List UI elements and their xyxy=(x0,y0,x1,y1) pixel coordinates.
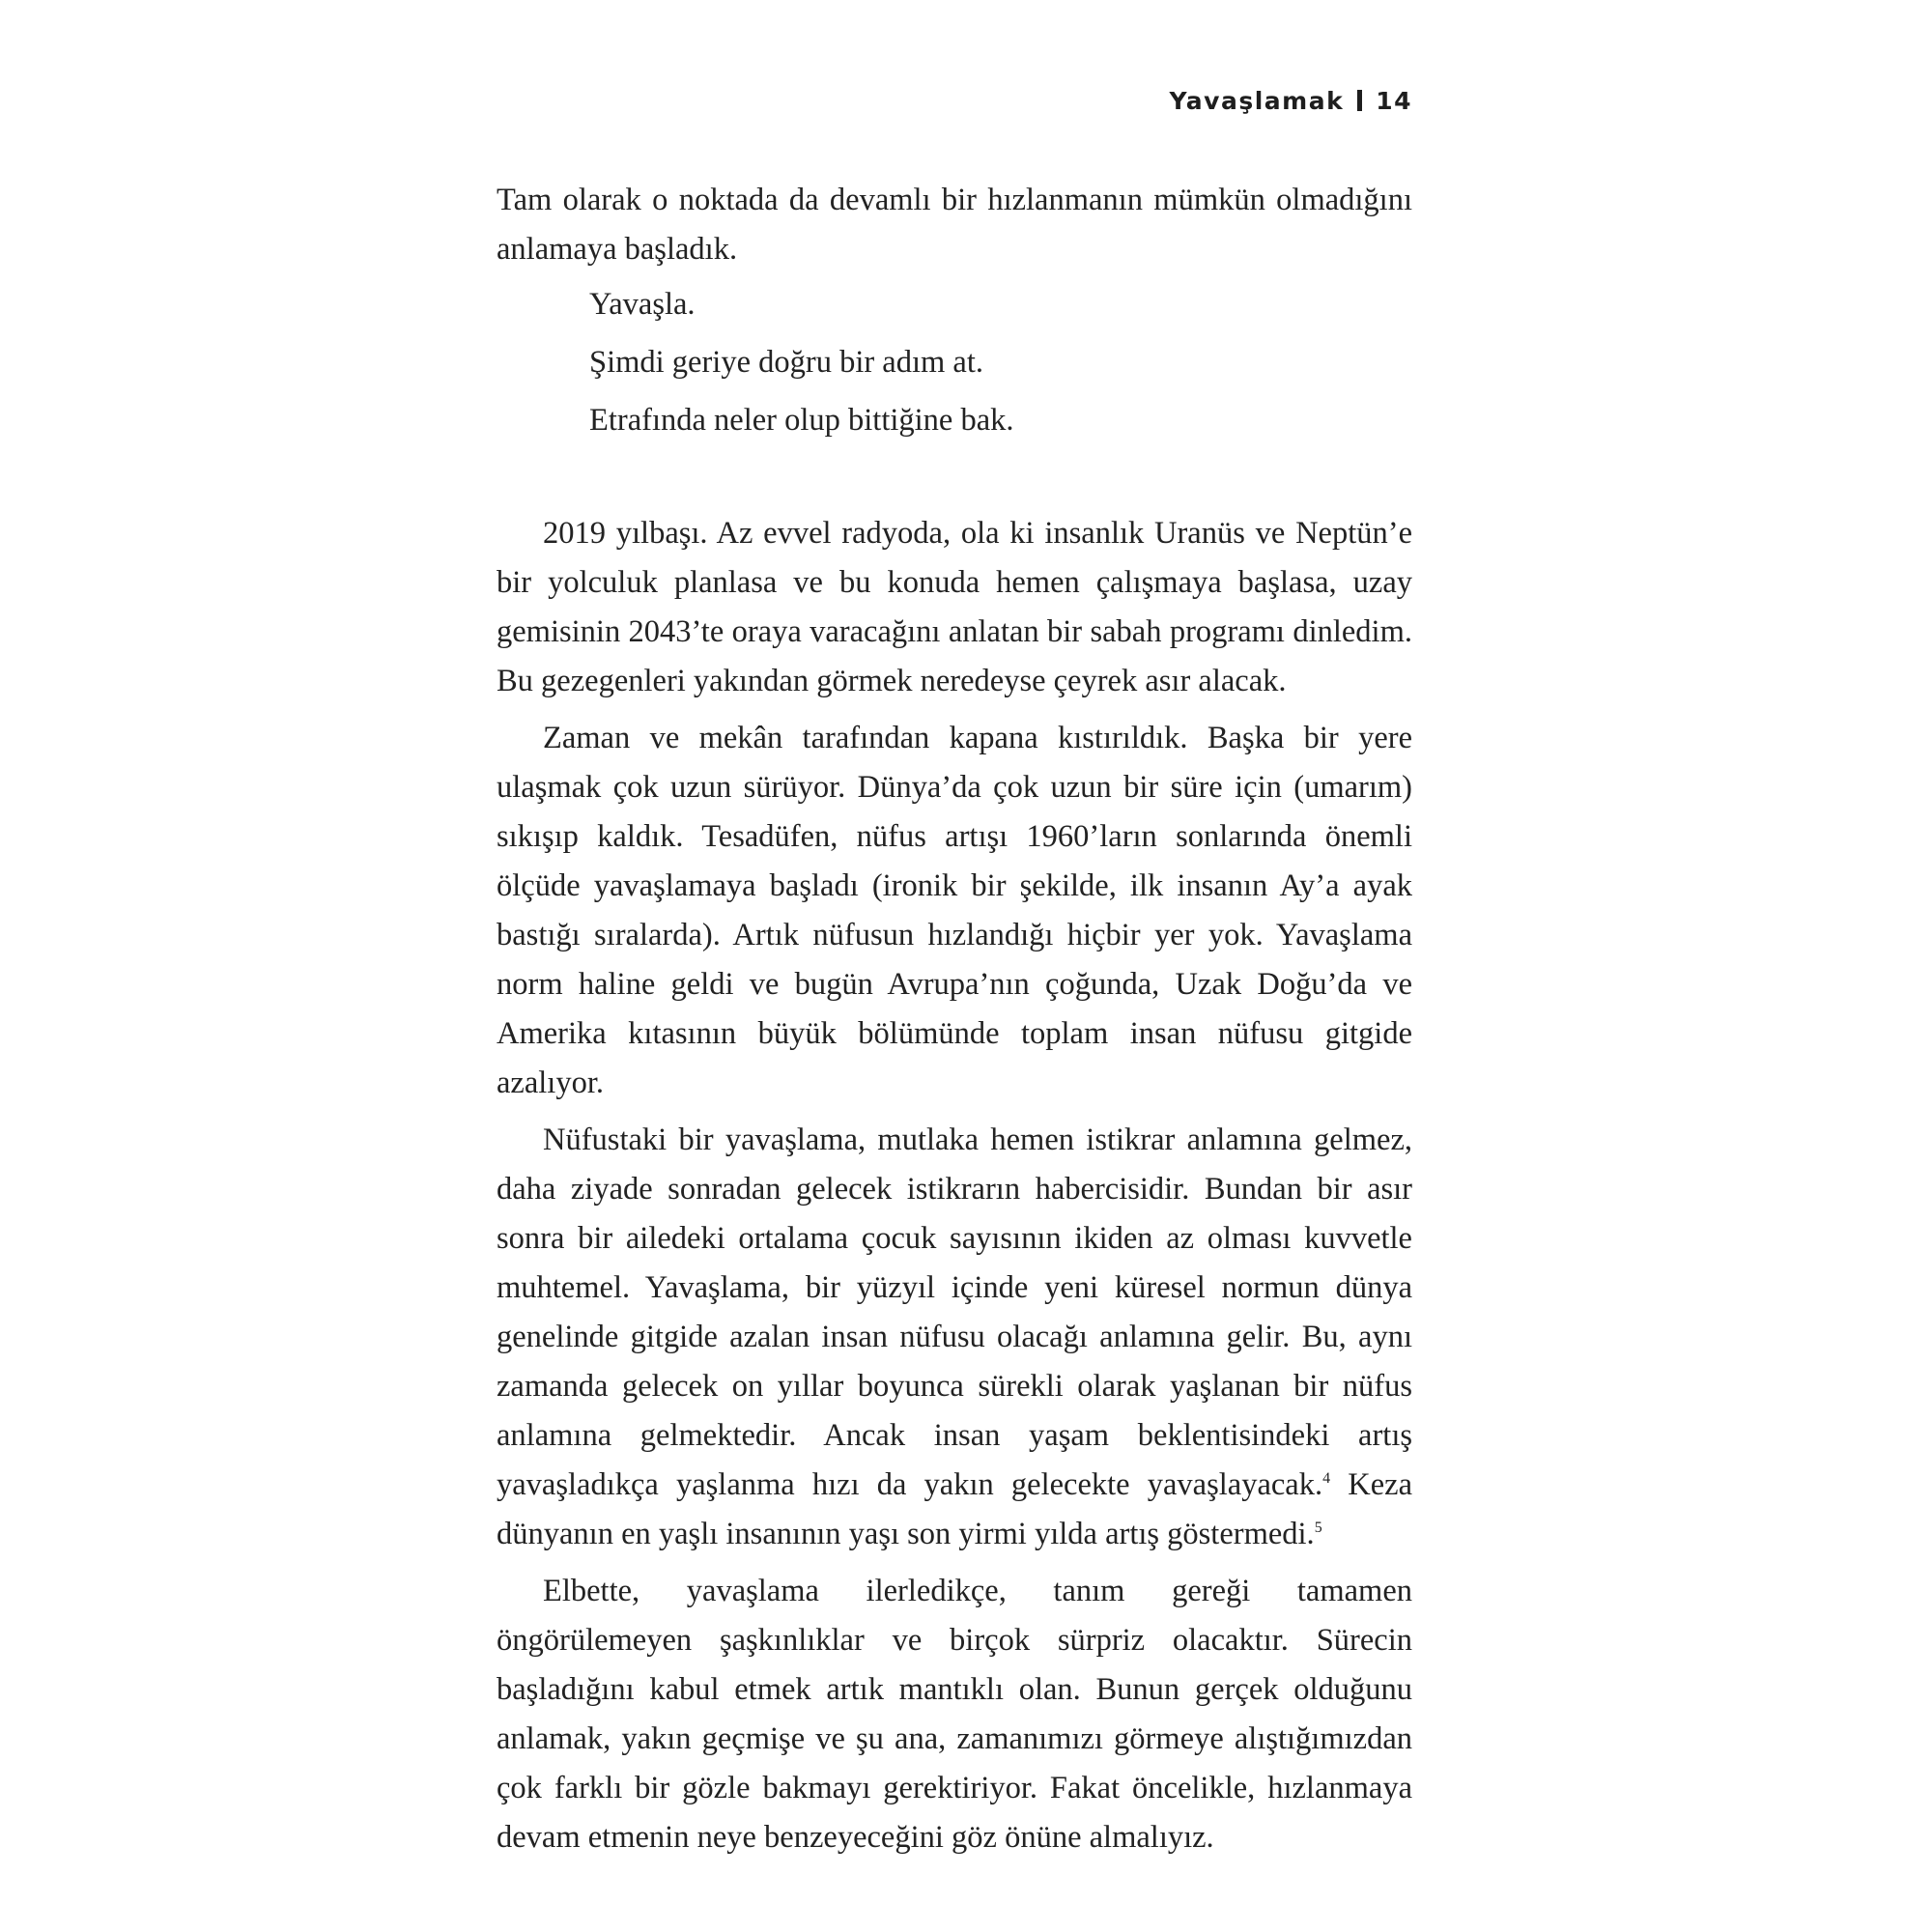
body-paragraphs xyxy=(497,509,1412,1862)
running-head xyxy=(1169,87,1412,115)
paragraph-text: Nüfustaki bir yavaşlama, mutlaka hemen istikrar anlamına gelmez, daha ziyade sonradan gelecek istikrarın habercisidir. Bundan bir asır sonra bir ailedeki ortalama çocuk sayısının ikiden az olması kuvvetle muhtemel. Yavaşlama, bir yüzyıl içinde yeni küresel normun dünya genelinde gitgide azalan insan nüfusu olacağı anlamına gelir. Bu, aynı zamanda gelecek on yıllar boyunca sürekli olarak yaşlanan bir nüfus anlamına gelmektedir. Ancak insan yaşam beklentisindeki artış yavaşladıkça yaşlanma hızı da yakın gelecekte yavaşlayacak. xyxy=(497,1122,1412,1502)
verse-block xyxy=(589,280,1412,445)
page-number: 14 xyxy=(1376,87,1412,115)
paragraph: Zaman ve mekân tarafından kapana kıstırıldık. Başka bir yere ulaşmak çok uzun sürüyor. Dünya’da çok uzun bir süre için (umarım) sıkışıp kaldık. Tesadüfen, nüfus artışı 1960’ların sonlarında önemli ölçüde yavaşlamaya başladı (ironik bir şekilde, ilk insanın Ay’a ayak bastığı sıralarda). Artık nüfusun hızlandığı hiçbir yer yok. Yavaşlama norm haline geldi ve bugün Avrupa’nın çoğunda, Uzak Doğu’da ve Amerika kıtasının büyük bölümünde toplam insan nüfusu gitgide azalıyor. xyxy=(497,721,1412,1100)
verse-line: Şimdi geriye doğru bir adım at. xyxy=(589,345,983,380)
verse-line: Yavaşla. xyxy=(589,287,696,322)
paragraph-with-footnotes xyxy=(497,1116,1412,1559)
main-text xyxy=(497,176,1412,1870)
paragraph: 2019 yılbaşı. Az evvel radyoda, ola ki insanlık Uranüs ve Neptün’e bir yolculuk planlasa ve bu konuda hemen çalışmaya başlasa, uzay gemisinin 2043’te oraya varacağını anlatan bir sabah programı dinledim. Bu gezegenleri yakından görmek neredeyse çeyrek asır alacak. xyxy=(497,516,1412,698)
running-head-title: Yavaşlamak xyxy=(1169,87,1345,115)
footnote-ref[interactable]: 4 xyxy=(1322,1470,1331,1487)
verse-line: Etrafında neler olup bittiğine bak. xyxy=(589,403,1014,438)
running-head-separator xyxy=(1357,90,1362,111)
paragraph: Elbette, yavaşlama ilerledikçe, tanım gereği tamamen öngörülemeyen şaşkınlıklar ve birçok sürpriz olacaktır. Sürecin başladığını kabul etmek artık mantıklı olan. Bunun gerçek olduğunu anlamak, yakın geçmişe ve şu ana, zamanımızı görmeye alıştığımızdan çok farklı bir gözle bakmayı gerektiriyor. Fakat öncelikle, hızlanmaya devam etmenin neye benzeyeceğini göz önüne almalıyız. xyxy=(497,1574,1412,1855)
opening-paragraph: Tam olarak o noktada da devamlı bir hızlanmanın mümkün olmadığını anlamaya başladık. xyxy=(497,183,1412,267)
paragraph-text: Keza dünyanın en yaşlı insanının yaşı son yirmi yılda artış göstermedi. xyxy=(497,1467,1413,1551)
footnote-ref[interactable]: 5 xyxy=(1314,1520,1322,1536)
